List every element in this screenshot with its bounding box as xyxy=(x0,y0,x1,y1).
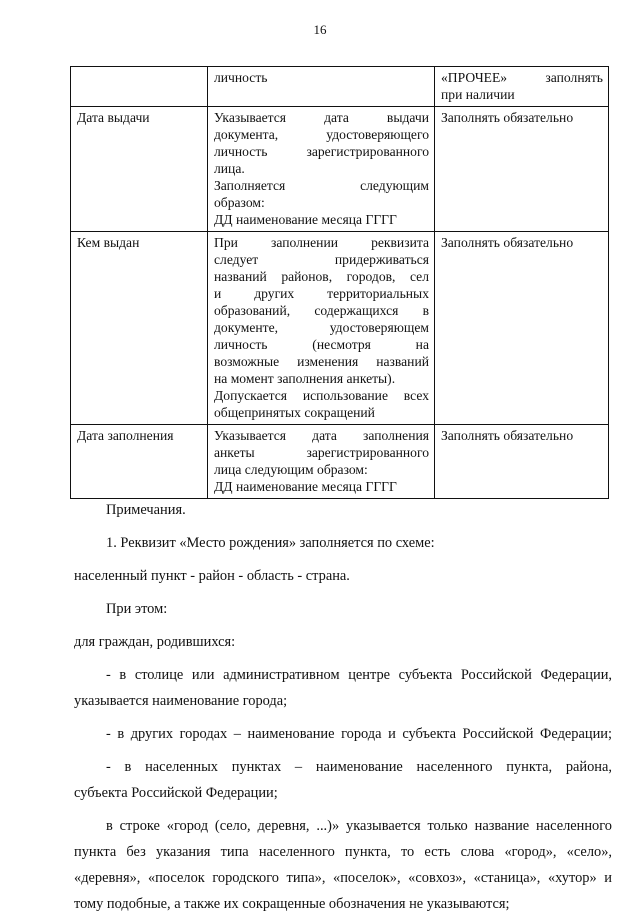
table-row xyxy=(71,425,609,499)
description-cell xyxy=(208,67,435,107)
table-row xyxy=(71,232,609,425)
note-for-citizens: для граждан, родившихся: xyxy=(74,634,236,650)
description-line: Заполняется следующим xyxy=(214,178,429,193)
description-line: При заполнении реквизита xyxy=(214,235,429,250)
description-line: общепринятых сокращений xyxy=(214,405,375,420)
note-bullet-1-line-1: - в столице или административном центре субъекта Российской Федерации, xyxy=(106,667,612,683)
field-requirements-table xyxy=(70,66,609,499)
note-paragraph-line-3: «деревня», «поселок городского типа», «поселок», «совхоз», «станица», «хутор» и xyxy=(74,870,612,886)
description-line: лица следующим образом: xyxy=(214,462,368,477)
requirement-cell xyxy=(435,67,609,107)
field-name-cell: Кем выдан xyxy=(71,232,208,425)
notes-heading: Примечания. xyxy=(106,502,186,518)
requirement-cell xyxy=(435,425,609,499)
note-bullet-2: - в других городах – наименование города и субъекта Российской Федерации; xyxy=(106,726,612,742)
requirement-line: Заполнять обязательно xyxy=(441,110,574,125)
description-line: возможные изменения названий xyxy=(214,354,429,369)
description-line: названий районов, городов, сел xyxy=(214,269,429,284)
description-line: и других территориальных xyxy=(214,286,429,301)
description-cell xyxy=(208,107,435,232)
description-line: Указывается дата выдачи xyxy=(214,110,429,125)
description-line: Допускается использование всех xyxy=(214,388,429,403)
description-line: следует придерживаться xyxy=(214,252,429,267)
table-row xyxy=(71,107,609,232)
field-name-cell: Дата выдачи xyxy=(71,107,208,232)
note-bullet-3-line-1: - в населенных пунктах – наименование населенного пункта, района, xyxy=(106,759,612,775)
note-paragraph-line-4: тому подобные, а также их сокращенные обозначения не указываются; xyxy=(74,896,510,912)
requirement-cell xyxy=(435,107,609,232)
note-given: При этом: xyxy=(106,601,168,617)
description-cell xyxy=(208,232,435,425)
requirement-line: Заполнять обязательно xyxy=(441,235,574,250)
description-line: документа, удостоверяющего xyxy=(214,127,429,142)
note-item-1: 1. Реквизит «Место рождения» заполняется по схеме: xyxy=(106,535,435,551)
description-line: документе, удостоверяющем xyxy=(214,320,429,335)
description-line: анкеты зарегистрированного xyxy=(214,445,429,460)
description-line: образований, содержащихся в xyxy=(214,303,429,318)
description-line: Указывается дата заполнения xyxy=(214,428,429,443)
description-line: на момент заполнения анкеты). xyxy=(214,371,396,386)
requirement-cell xyxy=(435,232,609,425)
description-cell xyxy=(208,425,435,499)
notes-section xyxy=(74,498,612,917)
table-row xyxy=(71,67,609,107)
note-paragraph-line-2: пункта без указания типа населенного пункта, то есть слова «город», «село», xyxy=(74,844,612,860)
description-line: личность (несмотря на xyxy=(214,337,429,352)
field-name-cell xyxy=(71,67,208,107)
note-bullet-1-line-2: указывается наименование города; xyxy=(74,693,288,709)
description-line: лица. xyxy=(214,161,245,176)
requirement-line: при наличии xyxy=(441,87,515,102)
note-scheme: населенный пункт - район - область - страна. xyxy=(74,568,350,584)
description-line: ДД наименование месяца ГГГГ xyxy=(214,479,397,494)
description-line: ДД наименование месяца ГГГГ xyxy=(214,212,397,227)
requirement-line: Заполнять обязательно xyxy=(441,428,574,443)
description-line: личность зарегистрированного xyxy=(214,144,429,159)
description-line: образом: xyxy=(214,195,265,210)
description-line: личность xyxy=(214,70,268,85)
note-bullet-3-line-2: субъекта Российской Федерации; xyxy=(74,785,278,801)
note-paragraph-line-1: в строке «город (село, деревня, ...)» указывается только название населенного xyxy=(106,818,612,834)
page-number: 16 xyxy=(313,22,327,37)
requirement-line: «ПРОЧЕЕ» заполнять xyxy=(441,70,603,85)
field-name-cell: Дата заполнения xyxy=(71,425,208,499)
